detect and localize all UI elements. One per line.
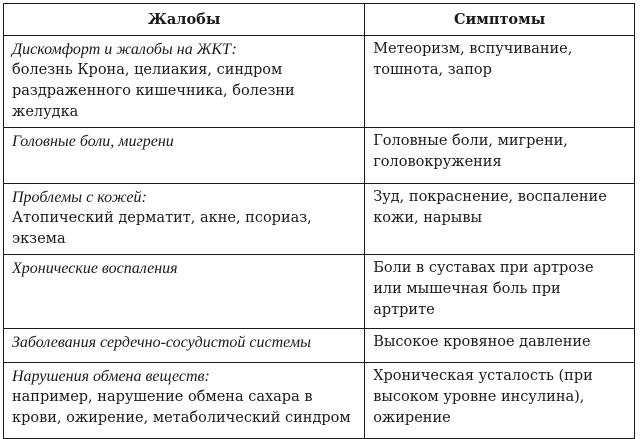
complaint-detail: например, нарушение обмена сахара в крови, ожирение, метаболический синдром — [12, 389, 351, 426]
complaint-title: Головные боли, мигрени — [12, 133, 174, 150]
complaint-cell — [4, 255, 365, 329]
complaints-symptoms-table — [3, 3, 635, 439]
table-row — [4, 329, 635, 363]
header-row — [4, 4, 635, 36]
symptom-cell: Высокое кровяное давление — [365, 329, 635, 363]
symptom-cell: Зуд, покраснение, воспаление кожи, нарывы — [365, 184, 635, 255]
symptom-cell: Метеоризм, вспучивание, тошнота, запор — [365, 36, 635, 128]
complaint-cell — [4, 184, 365, 255]
complaint-cell — [4, 363, 365, 439]
complaint-cell — [4, 329, 365, 363]
complaint-detail: Атопический дерматит, акне, псориаз, экзема — [12, 210, 312, 247]
table-row — [4, 184, 635, 255]
table-row — [4, 128, 635, 184]
table-row — [4, 36, 635, 128]
complaint-title: Нарушения обмена веществ: — [12, 368, 210, 385]
symptom-cell: Головные боли, мигрени, головокружения — [365, 128, 635, 184]
complaint-title: Дискомфорт и жалобы на ЖКТ: — [12, 41, 237, 58]
complaint-title: Хронические воспаления — [12, 260, 178, 277]
complaint-cell — [4, 36, 365, 128]
complaint-title: Заболевания сердечно-сосудистой системы — [12, 334, 311, 351]
complaint-cell — [4, 128, 365, 184]
complaint-title: Проблемы с кожей: — [12, 189, 147, 206]
table-row — [4, 363, 635, 439]
symptom-cell: Боли в суставах при артрозе или мышечная боль при артрите — [365, 255, 635, 329]
complaint-detail: болезнь Крона, целиакия, синдром раздраженного кишечника, болезни желудка — [12, 62, 295, 120]
table-row — [4, 255, 635, 329]
symptom-cell: Хроническая усталость (при высоком уровне инсулина), ожирение — [365, 363, 635, 439]
header-complaints: Жалобы — [4, 4, 365, 36]
header-symptoms: Симптомы — [365, 4, 635, 36]
